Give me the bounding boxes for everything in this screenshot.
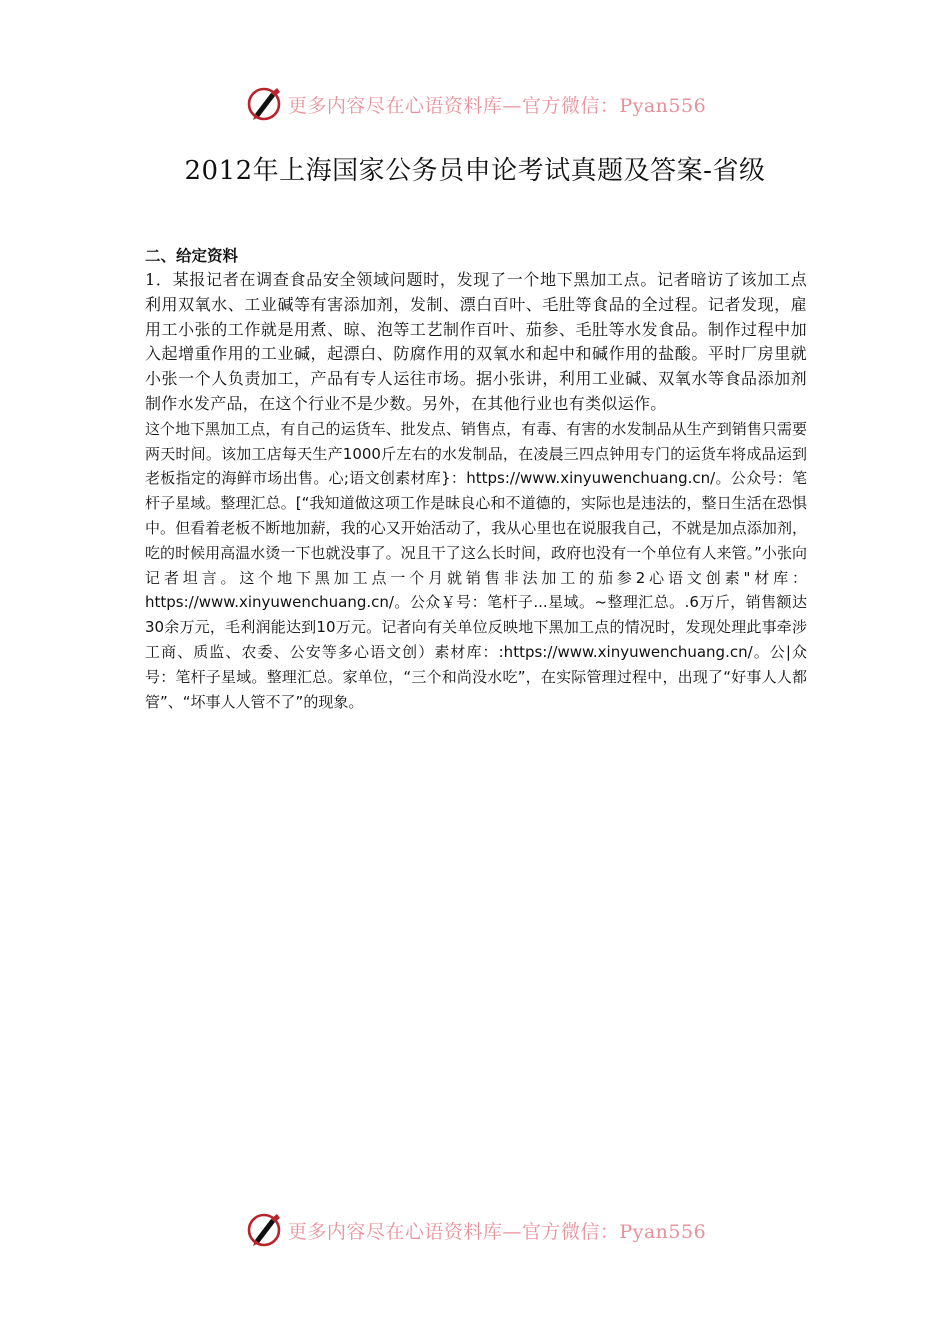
pen-nib-logo-icon — [244, 84, 284, 124]
footer-banner-text: 更多内容尽在心语资料库—官方微信：Pyan556 — [287, 1220, 707, 1243]
document-title: 2012年上海国家公务员申论考试真题及答案-省级 — [184, 156, 766, 186]
pen-nib-logo-icon — [244, 1210, 284, 1250]
header-banner — [0, 82, 950, 126]
paragraph-1: 1．某报记者在调查食品安全领域问题时，发现了一个地下黑加工点。记者暗访了该加工点利用双氧水、工业碱等有害添加剂，发制、漂白百叶、毛肚等食品的全过程。记者发现，雇用工小张的工作就是用煮、晾、泡等工艺制作百叶、茄参、毛肚等水发食品。制作过程中加入起增重作用的工业碱，起漂白、防腐作用的双氧水和起中和碱作用的盐酸。平时厂房里就小张一个人负责加工，产品有专人运往市场。据小张讲，利用工业碱、双氧水等食品添加剂制作水发产品，在这个行业不是少数。另外，在其他行业也有类似运作。 — [145, 270, 807, 413]
paragraph-2: 这个地下黑加工点，有自己的运货车、批发点、销售点，有毒、有害的水发制品从生产到销售只需要两天时间。该加工店每天生产1000斤左右的水发制品，在凌晨三四点钟用专门的运货车将成品运到老板指定的海鲜市场出售。心;语文创素材库}：https://www.xinyuwenchuang.cn/。公众号：笔杆子星域。整理汇总。[“我知道做这项工作是昧良心和不道德的，实际也是违法的，整日生活在恐惧中。但看着老板不断地加薪，我的心又开始活动了，我从心里也在说服我自己，不就是加点添加剂，吃的时候用高温水烫一下也就没事了。况且干了这么长时间，政府也没有一个单位有人来管。”小张向记者坦言。这个地下黑加工点一个月就销售非法加工的茄参2心语文创素"材库：https://www.xinyuwenchuang.cn/。公众￥号：笔杆子...星域。~整理汇总。.6万斤，销售额达30余万元，毛利润能达到10万元。记者向有关单位反映地下黑加工点的情况时，发现处理此事牵涉工商、质监、农委、公安等多心语文创）素材库：:https://www.xinyuwenchuang.cn/。公|众号：笔杆子星域。整理汇总。家单位，“三个和尚没水吃”，在实际管理过程中，出现了“好事人人都管”、“坏事人人管不了”的现象。 — [145, 419, 807, 711]
document-body — [145, 244, 807, 714]
section-heading: 二、给定资料 — [145, 246, 239, 265]
footer-banner — [0, 1208, 950, 1252]
header-banner-text: 更多内容尽在心语资料库—官方微信：Pyan556 — [287, 94, 707, 117]
